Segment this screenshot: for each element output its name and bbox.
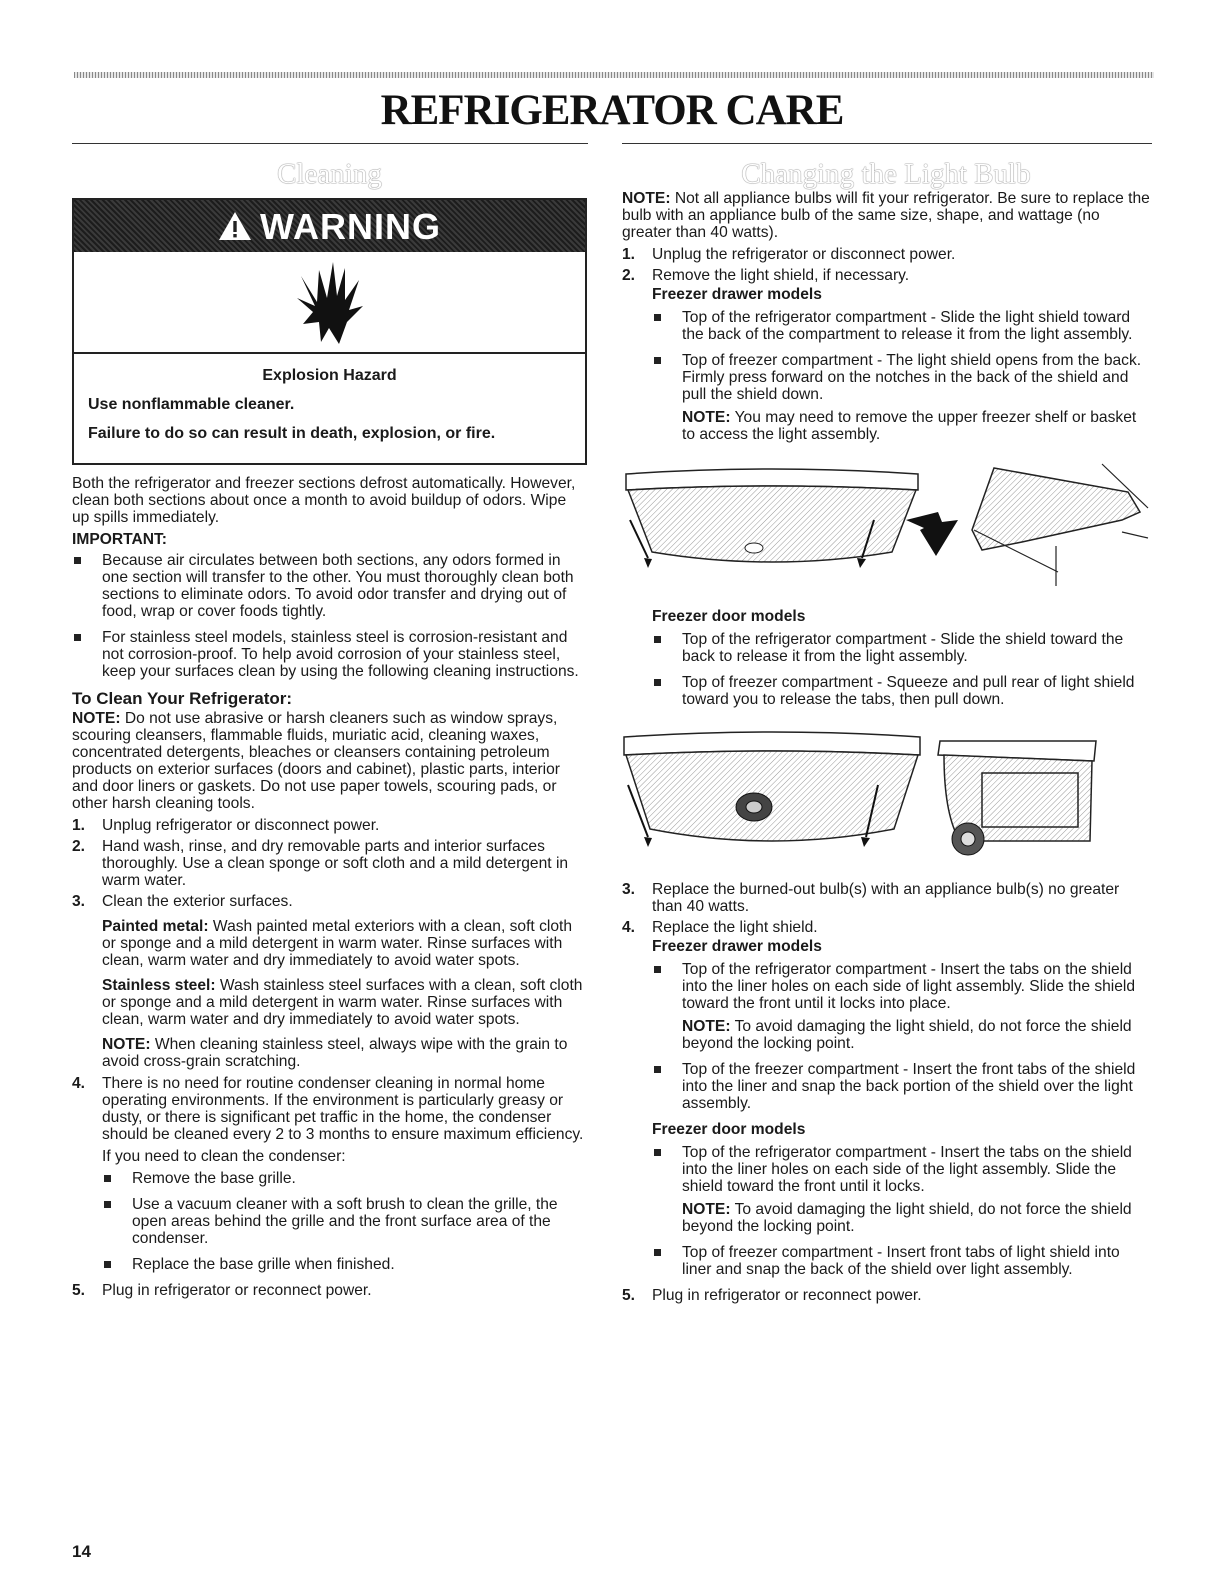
list-item xyxy=(652,352,1150,443)
stainless-steel-text: Wash stainless steel surfaces with a clean, soft cloth or sponge and a mild detergent in warm water. Rinse surfaces with clean, warm water and dry immediately to avoid water spots. xyxy=(102,977,583,1028)
warning-line-1: Use nonflammable cleaner. xyxy=(88,396,295,413)
step-4 xyxy=(72,1075,587,1273)
step-3 xyxy=(622,881,1150,915)
replace-door-note xyxy=(682,1201,1150,1235)
light-bulb-column xyxy=(622,158,1150,1308)
step-4 xyxy=(622,919,1150,1278)
list-item xyxy=(652,1144,1150,1235)
clean-refrigerator-heading: To Clean Your Refrigerator: xyxy=(72,689,293,708)
list-item: Top of the refrigerator compartment - Slide the shield toward the back to release it from the light assembly. xyxy=(652,631,1150,665)
list-item: Because air circulates between both sections, any odors formed in one section will transfer to the other. You must thoroughly clean both sections to eliminate odors. To avoid odor transfer and drying out of food, wrap or cover foods tightly. xyxy=(72,552,587,620)
step-number: 4. xyxy=(622,919,636,936)
freezer-drawer-label: Freezer drawer models xyxy=(652,286,822,303)
replace-drawer-bullets xyxy=(652,961,1150,1112)
step-3 xyxy=(72,893,587,1070)
note-label: NOTE: xyxy=(72,710,121,727)
bulb-steps-continued xyxy=(622,881,1150,1304)
note-label: NOTE: xyxy=(682,1201,731,1218)
cleaning-heading: Cleaning xyxy=(277,158,382,190)
explosion-graphic xyxy=(74,252,585,354)
page-title: REFRIGERATOR CARE xyxy=(380,87,844,134)
hazard-title: Explosion Hazard xyxy=(262,367,397,384)
freezer-door-label: Freezer door models xyxy=(652,608,806,625)
note-label: NOTE: xyxy=(682,1018,731,1035)
bullet-text: Top of freezer compartment - The light shield opens from the back. Firmly press forward on the notches in the back of the shield and pull the shield down. xyxy=(682,352,1142,403)
step-2 xyxy=(72,838,587,889)
note-text: To avoid damaging the light shield, do not force the shield beyond the locking point. xyxy=(682,1201,1132,1235)
replace-drawer-note xyxy=(682,1018,1150,1052)
warning-triangle-icon xyxy=(218,211,252,241)
step-number: 5. xyxy=(622,1287,636,1304)
step-text: Hand wash, rinse, and dry removable parts and interior surfaces thoroughly. Use a clean sponge or soft cloth and a mild detergent in warm water. xyxy=(102,838,569,889)
painted-metal-paragraph xyxy=(102,918,587,969)
list-item: Top of freezer compartment - Insert front tabs of light shield into liner and snap the back of the shield over light assembly. xyxy=(652,1244,1150,1278)
list-item: Top of freezer compartment - Squeeze and pull rear of light shield toward you to release the tabs, then pull down. xyxy=(652,674,1150,708)
bullet-text: Top of the refrigerator compartment - Insert the tabs on the shield into the liner holes on each side of the light assembly. Slide the shield toward the front until it locks. xyxy=(682,1144,1132,1195)
note-label: NOTE: xyxy=(622,190,671,207)
stainless-steel-label: Stainless steel: xyxy=(102,977,216,994)
freezer-door-light-illustration xyxy=(622,725,1150,865)
remove-door-bullets xyxy=(652,631,1150,708)
cleaning-column xyxy=(72,158,587,1303)
condenser-bullets xyxy=(102,1170,587,1273)
warning-label: WARNING xyxy=(260,205,441,247)
explosion-icon xyxy=(293,258,367,346)
list-item xyxy=(652,961,1150,1052)
painted-metal-text: Wash painted metal exteriors with a clean, soft cloth or sponge and a mild detergent in warm water. Rinse surfaces with clean, warm water and dry immediately to avoid water spots. xyxy=(102,918,573,969)
step-5 xyxy=(72,1282,587,1299)
bullet-text: Top of the refrigerator compartment - Insert the tabs on the shield into the liner holes on each side of light assembly. Slide the shield toward the front until it locks into place. xyxy=(682,961,1136,1012)
light-bulb-heading: Changing the Light Bulb xyxy=(741,158,1031,190)
warning-box xyxy=(72,198,587,465)
stainless-note xyxy=(102,1036,587,1070)
note-text: Not all appliance bulbs will fit your refrigerator. Be sure to replace the bulb with an appliance bulb of the same size, shape, and wattage (no greater than 40 watts). xyxy=(622,190,1150,241)
list-item: Top of the refrigerator compartment - Slide the light shield toward the back of the compartment to release it from the light assembly. xyxy=(652,309,1150,343)
step-5 xyxy=(622,1287,1150,1304)
cleaning-intro: Both the refrigerator and freezer sections defrost automatically. However, clean both sections about once a month to avoid buildup of odors. Wipe up spills immediately. xyxy=(72,475,576,526)
step-text: Unplug the refrigerator or disconnect power. xyxy=(652,246,956,263)
step-text: There is no need for routine condenser cleaning in normal home operating environments. If the environment is particularly greasy or dusty, or there is significant pet traffic in the home, the condenser should be cleaned every 2 to 3 months to ensure maximum efficiency. xyxy=(102,1075,584,1143)
step-text: Replace the burned-out bulb(s) with an appliance bulb(s) no greater than 40 watts. xyxy=(652,881,1120,915)
step-number: 5. xyxy=(72,1282,86,1299)
step-text: Replace the light shield. xyxy=(652,919,818,936)
painted-metal-label: Painted metal: xyxy=(102,918,209,935)
list-item: Remove the base grille. xyxy=(102,1170,587,1187)
bulb-note xyxy=(622,190,1150,241)
step-1 xyxy=(72,817,587,834)
step-2 xyxy=(622,267,1150,443)
remove-drawer-note xyxy=(682,409,1150,443)
right-title-rule xyxy=(622,143,1152,144)
freezer-drawer-light-illustration xyxy=(622,460,1150,590)
freezer-door-label-2: Freezer door models xyxy=(652,1121,806,1138)
step-text: Remove the light shield, if necessary. xyxy=(652,267,910,284)
bulb-steps xyxy=(622,246,1150,443)
note-label: NOTE: xyxy=(682,409,731,426)
step-number: 3. xyxy=(622,881,636,898)
step-text: Unplug refrigerator or disconnect power. xyxy=(102,817,380,834)
note-text: You may need to remove the upper freezer shelf or basket to access the light assembly. xyxy=(682,409,1137,443)
step-number: 1. xyxy=(622,246,636,263)
note-label: NOTE: xyxy=(102,1036,151,1053)
step-number: 4. xyxy=(72,1075,86,1092)
warning-text xyxy=(74,354,585,463)
step-text: Plug in refrigerator or reconnect power. xyxy=(102,1282,372,1299)
step-number: 2. xyxy=(72,838,86,855)
warning-header xyxy=(74,200,585,252)
top-pattern-band xyxy=(74,72,1154,78)
replace-door-bullets xyxy=(652,1144,1150,1278)
list-item: Top of the freezer compartment - Insert the front tabs of the shield into the liner and snap the back portion of the shield over the light assembly. xyxy=(652,1061,1150,1112)
step-1 xyxy=(622,246,1150,263)
step-text: Plug in refrigerator or reconnect power. xyxy=(652,1287,922,1304)
list-item: For stainless steel models, stainless steel is corrosion-resistant and not corrosion-proof. To help avoid corrosion of your stainless steel, keep your surfaces clean by using the following cleaning instructions. xyxy=(72,629,587,680)
cleaning-note xyxy=(72,710,587,812)
important-bullets xyxy=(72,552,587,680)
step-number: 3. xyxy=(72,893,86,910)
list-item: Replace the base grille when finished. xyxy=(102,1256,587,1273)
note-text: To avoid damaging the light shield, do not force the shield beyond the locking point. xyxy=(682,1018,1132,1052)
warning-line-2: Failure to do so can result in death, explosion, or fire. xyxy=(88,425,496,442)
cleaning-steps xyxy=(72,817,587,1299)
page-number: 14 xyxy=(72,1542,91,1561)
step-text: Clean the exterior surfaces. xyxy=(102,893,293,910)
freezer-drawer-label-2: Freezer drawer models xyxy=(652,938,822,955)
note-text: When cleaning stainless steel, always wipe with the grain to avoid cross-grain scratching. xyxy=(102,1036,568,1070)
important-label: IMPORTANT: xyxy=(72,531,167,548)
list-item: Use a vacuum cleaner with a soft brush to clean the grille, the open areas behind the grille and the front surface area of the condenser. xyxy=(102,1196,587,1247)
left-title-rule xyxy=(72,143,588,144)
step-number: 1. xyxy=(72,817,86,834)
note-text: Do not use abrasive or harsh cleaners such as window sprays, scouring cleansers, flammable fluids, muriatic acid, cleaning waxes, concentrated detergents, bleaches or cleansers containing petroleum products on exterior surfaces (doors and cabinet), plastic parts, interior and door liners or gaskets. Do not use paper towels, scouring pads, or other harsh cleaning tools. xyxy=(72,710,560,812)
remove-drawer-bullets xyxy=(652,309,1150,443)
step-number: 2. xyxy=(622,267,636,284)
condenser-intro: If you need to clean the condenser: xyxy=(102,1148,346,1165)
stainless-steel-paragraph xyxy=(102,977,587,1028)
